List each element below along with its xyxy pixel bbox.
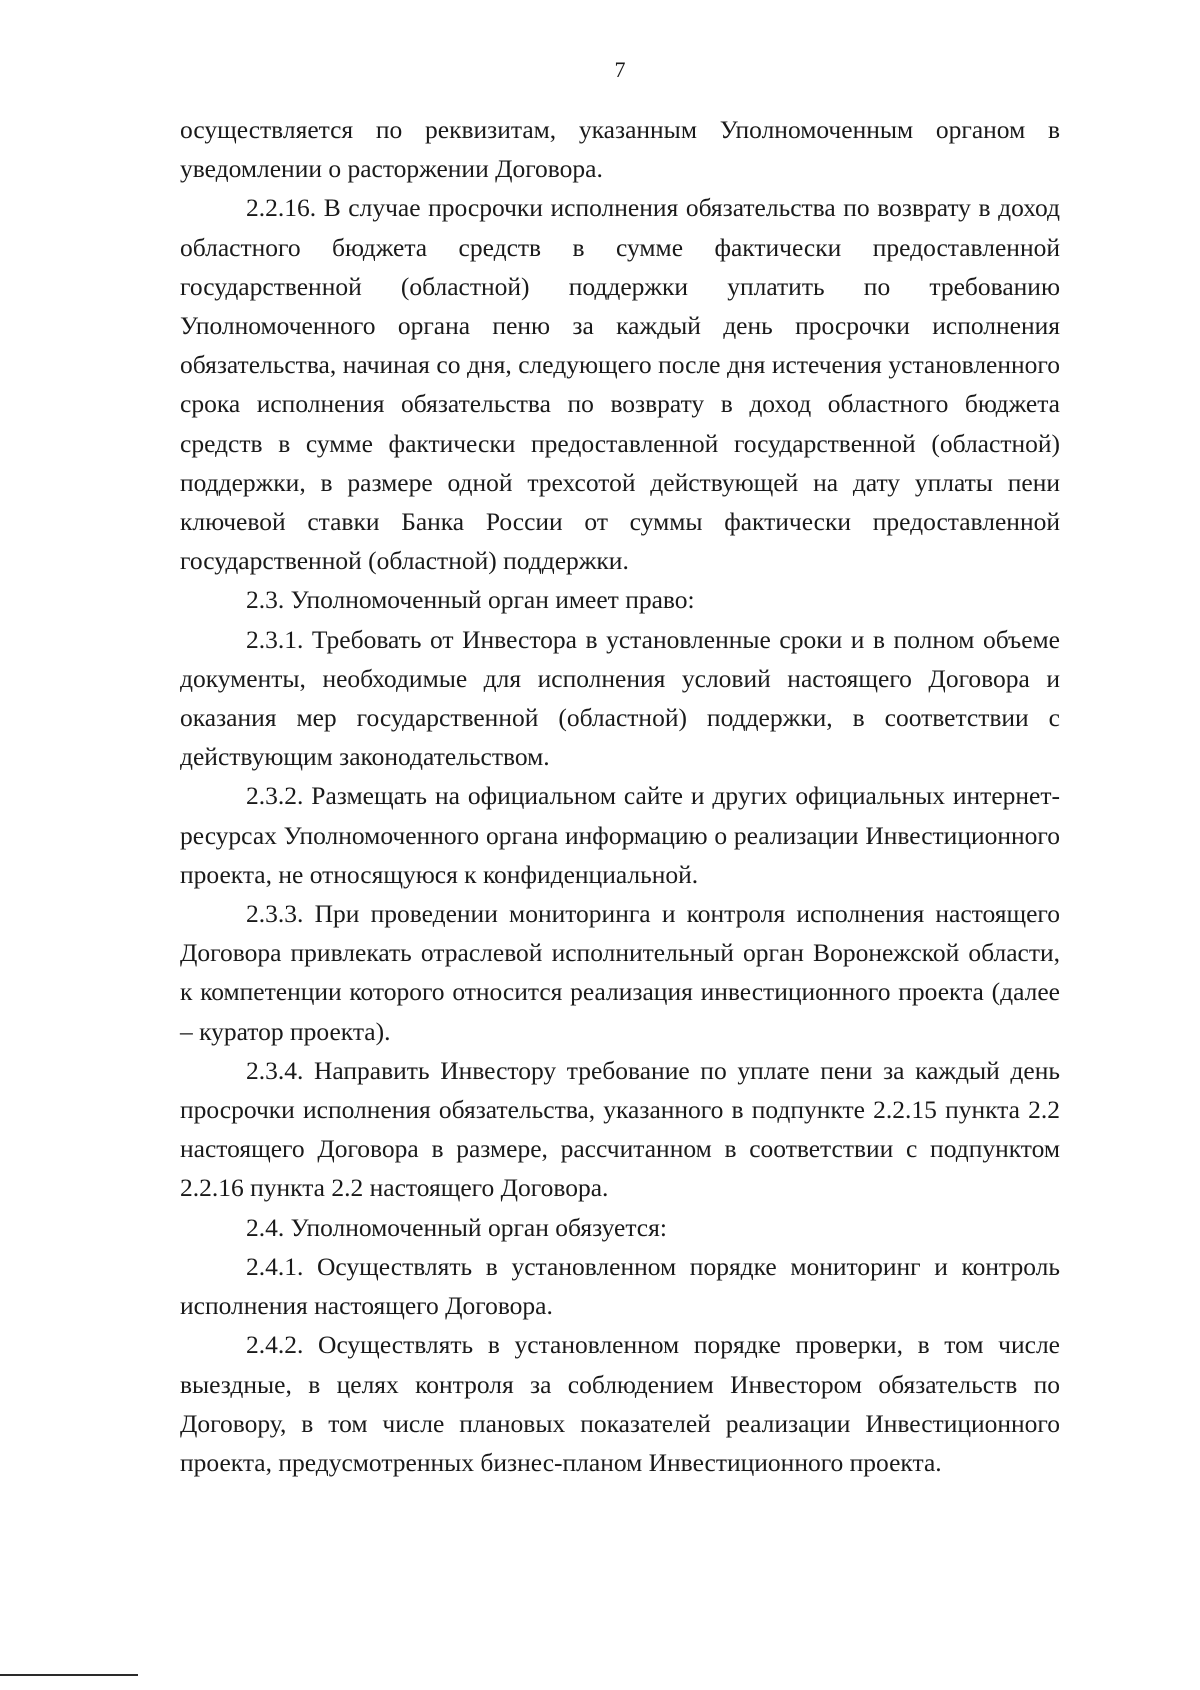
paragraph-2-3-2: 2.3.2. Размещать на официальном сайте и других официальных интернет-ресурсах Уполномоченного органа информацию о реализации Инвестиционного проекта, не относящуюся к конфиденциальной. bbox=[180, 781, 1060, 889]
paragraph-2-4: 2.4. Уполномоченный орган обязуется: bbox=[246, 1212, 667, 1242]
margin-mark bbox=[0, 1674, 138, 1676]
paragraph-2-3: 2.3. Уполномоченный орган имеет право: bbox=[246, 585, 695, 615]
paragraph-2-3-4: 2.3.4. Направить Инвестору требование по уплате пени за каждый день просрочки исполнения обязательства, указанного в подпункте 2.2.15 пункта 2.2 настоящего Договора в размере, рассчитанном в соответствии с подпунктом 2.2.16 пункта 2.2 настоящего Договора. bbox=[180, 1055, 1060, 1203]
paragraph-2-4-1: 2.4.1. Осуществлять в установленном порядке мониторинг и контроль исполнения настоящего Договора. bbox=[180, 1251, 1060, 1321]
document-body bbox=[180, 110, 1060, 1482]
paragraph-continuation: осуществляется по реквизитам, указанным Уполномоченным органом в уведомлении о расторжении Договора. bbox=[180, 115, 1060, 184]
paragraph-2-3-1: 2.3.1. Требовать от Инвестора в установленные сроки и в полном объеме документы, необходимые для исполнения условий настоящего Договора и оказания мер государственной (областной) поддержки, в соответствии с действующим законодательством. bbox=[180, 624, 1060, 772]
paragraph-2-2-16: 2.2.16. В случае просрочки исполнения обязательства по возврату в доход областного бюджета средств в сумме фактически предоставленной государственной (областной) поддержки уплатить по требованию Уполномоченного органа пеню за каждый день просрочки исполнения обязательства, начиная со дня, следующего после дня истечения установленного срока исполнения обязательства по возврату в доход областного бюджета средств в сумме фактически предоставленной государственной (областной) поддержки, в размере одной трехсотой действующей на дату уплаты пени ключевой ставки Банка России от суммы фактически предоставленной государственной (областной) поддержки. bbox=[180, 193, 1060, 576]
paragraph-2-4-2: 2.4.2. Осуществлять в установленном порядке проверки, в том числе выездные, в целях контроля за соблюдением Инвестором обязательств по Договору, в том числе плановых показателей реализации Инвестиционного проекта, предусмотренных бизнес-планом Инвестиционного проекта. bbox=[180, 1330, 1060, 1477]
page-number: 7 bbox=[614, 57, 626, 82]
paragraph-2-3-3: 2.3.3. При проведении мониторинга и контроля исполнения настоящего Договора привлекать отраслевой исполнительный орган Воронежской области, к компетенции которого относится реализация инвестиционного проекта (далее – куратор проекта). bbox=[180, 899, 1060, 1046]
